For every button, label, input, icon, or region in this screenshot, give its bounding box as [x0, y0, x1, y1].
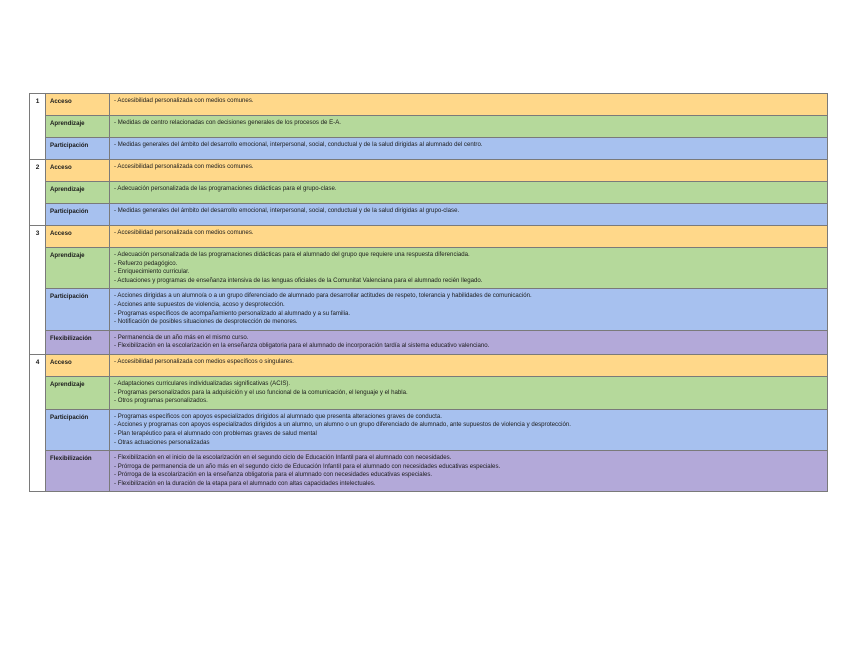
table-row: [30, 451, 828, 492]
measure-line: - Flexibilización en el inicio de la escolarización en el segundo ciclo de Educación Infantil para el alumnado con necesidades.: [114, 454, 452, 462]
measure-type-aprendizaje: Aprendizaje: [46, 248, 110, 289]
measure-line: - Otros programas personalizados.: [114, 397, 208, 405]
measure-line: - Programas específicos de acompañamiento personalizado al alumnado y a su familia.: [114, 309, 351, 317]
level-number: 1: [30, 94, 46, 160]
measure-line: - Programas específicos con apoyos especializados dirigidos al alumnado que presenta alteraciones graves de conducta.: [114, 412, 442, 420]
level-number: 3: [30, 226, 46, 355]
measure-line: - Accesibilidad personalizada con medios comunes.: [114, 229, 254, 236]
measure-line: - Permanencia de un año más en el mismo curso.: [114, 333, 249, 341]
measure-line: - Acciones y programas con apoyos especializados dirigidos a un alumno, un alumno o un grupo diferenciado de alumnado, ante supuestos de violencia y desprotección.: [114, 421, 571, 429]
level-number: 2: [30, 160, 46, 226]
measure-line: - Notificación de posibles situaciones de desprotección de menores.: [114, 318, 298, 326]
measure-line: - Prórroga de la escolarización en la enseñanza obligatoria para el alumnado con necesidades educativas especiales.: [114, 471, 433, 479]
measure-line: - Medidas de centro relacionadas con decisiones generales de los procesos de E-A.: [114, 119, 341, 126]
measure-description: [110, 160, 828, 182]
measure-type-aprendizaje: Aprendizaje: [46, 182, 110, 204]
measure-line: - Medidas generales del ámbito del desarrollo emocional, interpersonal, social, conductual y de la salud dirigidas al alumnado del centro.: [114, 141, 483, 148]
table-row: [30, 354, 828, 376]
measure-type-acceso: Acceso: [46, 354, 110, 376]
level-number: 4: [30, 354, 46, 492]
measure-line: - Acciones ante supuestos de violencia, acoso y desprotección.: [114, 300, 285, 308]
measure-line: - Flexibilización en la duración de la etapa para el alumnado con altas capacidades intelectuales.: [114, 479, 376, 487]
table-row: [30, 94, 828, 116]
measure-line: - Accesibilidad personalizada con medios comunes.: [114, 163, 254, 170]
measure-line: - Adaptaciones curriculares individualizadas significativas (ACIS).: [114, 379, 291, 387]
measure-type-aprendizaje: Aprendizaje: [46, 376, 110, 409]
table-row: [30, 226, 828, 248]
table-row: [30, 289, 828, 330]
measure-line: - Enriquecimiento curricular.: [114, 268, 190, 276]
measure-type-flexibilizacion: Flexibilización: [46, 451, 110, 492]
measure-line: - Actuaciones y programas de enseñanza intensiva de las lenguas oficiales de la Comunitat Valenciana para el alumnado recién llegado.: [114, 276, 483, 284]
measure-type-participacion: Participación: [46, 204, 110, 226]
table-row: [30, 160, 828, 182]
measure-line: - Otras actuaciones personalizadas: [114, 438, 210, 446]
measure-type-flexibilizacion: Flexibilización: [46, 330, 110, 354]
measure-description: [110, 451, 828, 492]
measure-line: - Prórroga de permanencia de un año más en el segundo ciclo de Educación Infantil para el alumnado con necesidades educativas especiales.: [114, 462, 501, 470]
table-row: [30, 330, 828, 354]
measure-description: [110, 248, 828, 289]
measure-line: - Accesibilidad personalizada con medios específicos o singulares.: [114, 357, 294, 365]
table-row: [30, 116, 828, 138]
table-row: [30, 376, 828, 409]
table-row: [30, 409, 828, 450]
measure-line: - Acciones dirigidas a un alumno/a o a un grupo diferenciado de alumnado para desarrollar actitudes de respeto, tolerancia y habilidades de comunicación.: [114, 292, 532, 300]
measure-description: [110, 116, 828, 138]
measure-description: [110, 94, 828, 116]
measure-line: - Refuerzo pedagógico.: [114, 259, 178, 267]
measure-type-participacion: Participación: [46, 138, 110, 160]
measures-sheet: [29, 93, 828, 492]
measure-line: - Adecuación personalizada de las programaciones didácticas para el grupo-clase.: [114, 185, 337, 192]
measure-description: [110, 354, 828, 376]
measure-type-acceso: Acceso: [46, 94, 110, 116]
table-row: [30, 248, 828, 289]
measure-line: - Programas personalizados para la adquisición y el uso funcional de la comunicación, el lenguaje y el habla.: [114, 388, 408, 396]
measure-line: - Flexibilización en la escolarización en la enseñanza obligatoria para el alumnado de incorporación tardía al sistema educativo valenciano.: [114, 342, 490, 350]
measure-type-participacion: Participación: [46, 409, 110, 450]
measure-type-acceso: Acceso: [46, 160, 110, 182]
measure-description: [110, 409, 828, 450]
table-row: [30, 204, 828, 226]
measure-description: [110, 182, 828, 204]
table-row: [30, 182, 828, 204]
measure-description: [110, 204, 828, 226]
measure-description: [110, 138, 828, 160]
measure-line: - Plan terapéutico para el alumnado con problemas graves de salud mental: [114, 429, 317, 437]
measure-description: [110, 330, 828, 354]
measure-type-acceso: Acceso: [46, 226, 110, 248]
measure-description: [110, 289, 828, 330]
measures-table: [29, 93, 828, 492]
measure-description: [110, 376, 828, 409]
measure-type-aprendizaje: Aprendizaje: [46, 116, 110, 138]
measure-line: - Adecuación personalizada de las programaciones didácticas para el alumnado del grupo que requiere una respuesta diferenciada.: [114, 251, 470, 258]
table-row: [30, 138, 828, 160]
measures-table-body: [30, 94, 828, 492]
measure-line: - Accesibilidad personalizada con medios comunes.: [114, 97, 254, 104]
measure-type-participacion: Participación: [46, 289, 110, 330]
measure-line: - Medidas generales del ámbito del desarrollo emocional, interpersonal, social, conductual y de la salud dirigidas al grupo-clase.: [114, 207, 460, 214]
measure-description: [110, 226, 828, 248]
